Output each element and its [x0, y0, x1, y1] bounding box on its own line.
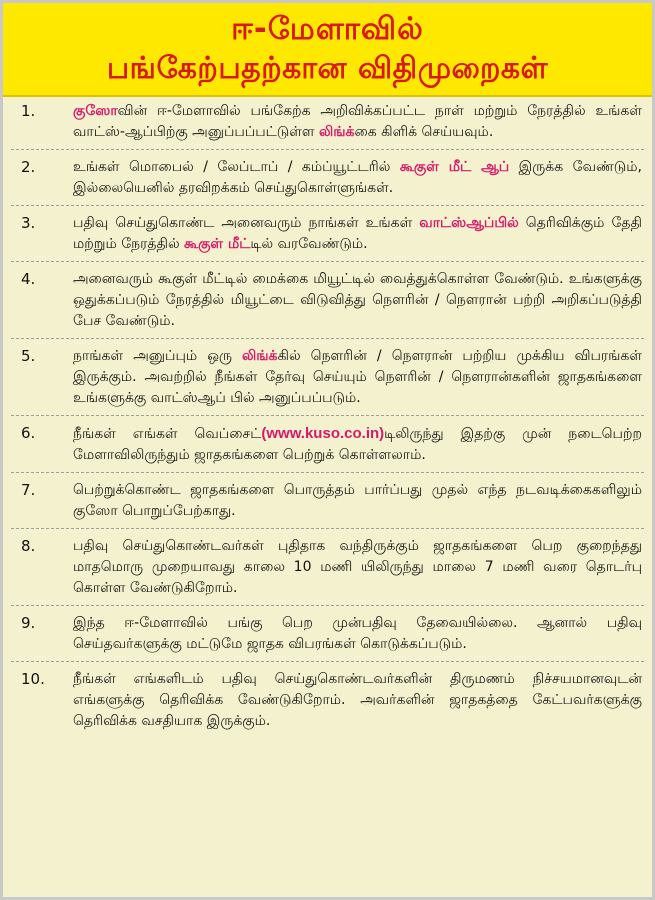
rule-text-segment: நீங்கள் எங்களிடம் பதிவு செய்துகொண்டவர்களின் திருமணம் நிச்சயமானவுடன் எங்களுக்கு தெரிவிக்க வேண்டுகிறோம். அவர்களின் ஜாதகத்தை கேட்பவர்களுக்கு தெரிவிக்க வசதியாக இருக்கும்.: [73, 671, 642, 729]
rule-text-segment: தெரிவிக்கும் தேதி மற்றும் நேரத்தில்: [73, 215, 642, 252]
rule-text-segment: நீங்கள் எங்கள் வெப்சைட்: [73, 426, 262, 442]
rule-divider: [11, 661, 644, 663]
rule-divider: [11, 149, 644, 151]
rule-divider: [11, 415, 644, 417]
rule-number: 7.: [21, 481, 36, 499]
header-banner: [3, 3, 652, 97]
rules-list: [3, 101, 652, 732]
rule-text-segment: அனைவரும் கூகுள் மீட்டில் மைக்கை மியூட்டில் வைத்துக்கொள்ள வேண்டும். உங்களுக்கு ஒதுக்கப்படும் நேரத்தில் மியூட்டை விடுவித்து நௌரின் / நௌரான் பற்றி அறிகப்படுத்தி பேச வேண்டும்.: [73, 271, 642, 329]
highlight-term: வாட்ஸ்ஆப்பில்: [419, 215, 519, 231]
rule-number: 8.: [21, 537, 36, 555]
rule-text-segment: டிலிருந்து இதற்கு முன் நடைபெற்ற மேளாவிலிருந்தும் ஜாதகங்களை பெற்றுக் கொள்ளலாம்.: [73, 426, 642, 463]
rule-divider: [11, 338, 644, 340]
rule-number: 2.: [21, 158, 36, 176]
rule-text: [73, 423, 642, 466]
highlight-term: கூகுள் மீட் ஆப்: [399, 159, 510, 175]
rule-text: [73, 213, 642, 255]
rule-text-segment: இருக்க வேண்டும், இல்லையெனில் தரவிறக்கம் செய்துகொள்ளுங்கள்.: [73, 159, 642, 196]
title-line-1: ஈ-மேளாவில்: [231, 11, 424, 47]
rule-text: [73, 346, 642, 409]
rule-item: [3, 423, 652, 466]
rule-item: [3, 213, 652, 255]
rule-item: [3, 669, 652, 732]
rule-text: [73, 669, 642, 732]
rule-text: [73, 269, 642, 332]
website-url[interactable]: (www.kuso.co.in): [261, 425, 385, 442]
rule-text-segment: கில் நௌரின் / நௌரான் பற்றிய முக்கிய விபரங்கள் இருக்கும். அவற்றில் நீங்கள் தேர்வு செய்யும் நௌரின் / நௌரான்களின் ஜாதகங்களை உங்களுக்கு வாட்ஸ்ஆப் பில் அனுப்பப்படும்.: [73, 348, 643, 406]
rule-number: 6.: [21, 424, 36, 442]
rule-number: 4.: [21, 270, 36, 288]
rule-item: [3, 613, 652, 655]
rule-item: [3, 157, 652, 199]
rule-number: 5.: [21, 347, 36, 365]
rule-text: [73, 480, 642, 522]
rule-number: 1.: [21, 102, 36, 120]
rule-number: 3.: [21, 214, 36, 232]
rule-divider: [11, 205, 644, 207]
rule-divider: [11, 472, 644, 474]
title-line-2: பங்கேற்பதற்கான விதிமுறைகள்: [106, 51, 549, 86]
highlight-term: லிங்க்: [242, 348, 278, 364]
rule-text: [73, 101, 642, 143]
rule-divider: [11, 261, 644, 263]
rule-text-segment: நாங்கள் அனுப்பும் ஒரு: [73, 348, 243, 364]
highlight-term: குஸோ: [73, 103, 118, 119]
rule-text-segment: பெற்றுக்கொண்ட ஜாதகங்களை பொருத்தம் பார்ப்பது முதல் எந்த நடவடிக்கைகளிலும் குஸோ பொறுப்பேற்காது.: [73, 482, 642, 519]
rule-item: [3, 480, 652, 522]
rule-text-segment: பதிவு செய்துகொண்ட அனைவரும் நாங்கள் உங்கள்: [73, 215, 420, 231]
rule-number: 10.: [21, 670, 45, 688]
rule-text-segment: பதிவு செய்துகொண்டவர்கள் புதிதாக வந்திருக்கும் ஜாதகங்களை பெற குறைந்தது மாதமொரு முறையாவது காலை 10 மணி யிலிருந்து மாலை 7 மணி வரை தொடர்பு கொள்ள வேண்டுகிறோம்.: [73, 538, 642, 596]
rule-divider: [11, 528, 644, 530]
rule-item: [3, 101, 652, 143]
rule-item: [3, 536, 652, 599]
rule-item: [3, 269, 652, 332]
rule-text: [73, 536, 642, 599]
highlight-term: கூகுள் மீட்: [184, 236, 251, 252]
rule-text-segment: கை கிளிக் செய்யவும்.: [354, 124, 494, 140]
rule-number: 9.: [21, 614, 36, 632]
rule-text: [73, 157, 642, 199]
rule-item: [3, 346, 652, 409]
rule-text-segment: வின் ஈ-மேளாவில் பங்கேற்க அறிவிக்கப்பட்ட நாள் மற்றும் நேரத்தில் உங்கள் வாட்ஸ்-ஆப்பிற்கு அனுப்பப்பட்டுள்ள: [73, 103, 642, 140]
highlight-term: லிங்க்: [319, 124, 355, 140]
rule-text-segment: இந்த ஈ-மேளாவில் பங்கு பெற முன்பதிவு தேவையில்லை. ஆனால் பதிவு செய்தவர்களுக்கு மட்டுமே ஜாதக விபரங்கள் கொடுக்கப்படும்.: [73, 615, 642, 652]
rule-text-segment: உங்கள் மொபைல் / லேப்டாப் / கம்ப்யூட்டரில்: [73, 159, 400, 175]
rule-divider: [11, 605, 644, 607]
rule-text-segment: டில் வரவேண்டும்.: [250, 236, 368, 252]
rule-text: [73, 613, 642, 655]
